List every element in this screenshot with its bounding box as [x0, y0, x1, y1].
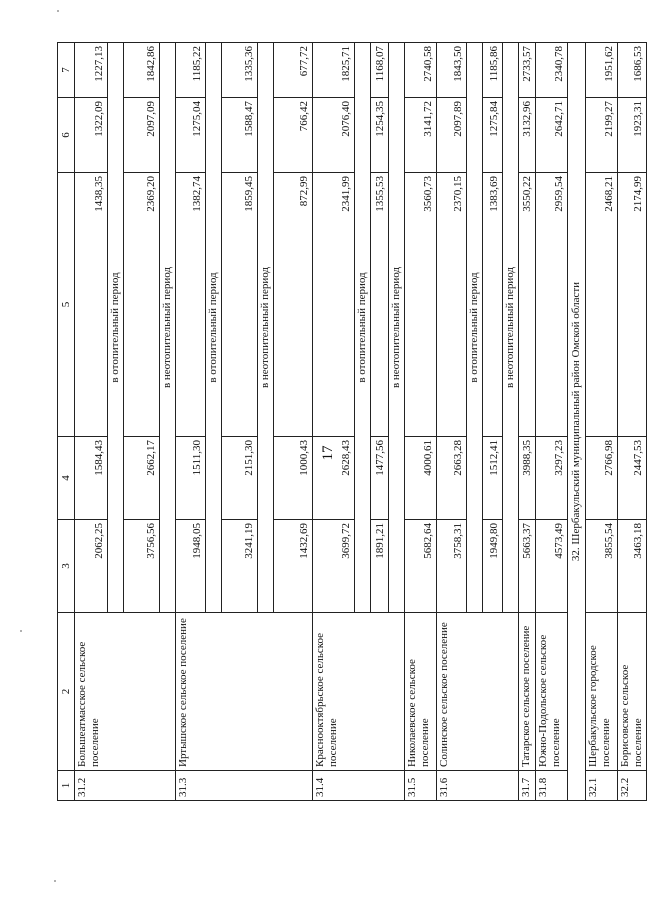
value-col4: 2151,30	[222, 437, 258, 520]
value-col4: 1584,43	[75, 437, 108, 520]
header-cell: 2	[58, 613, 75, 771]
header-cell: 4	[58, 437, 75, 520]
settlement-name: Иртышское сельское поселение	[176, 613, 313, 771]
row-id: 32.1	[586, 771, 618, 801]
value-col6: 1588,47	[222, 98, 258, 173]
value-col5: 2341,99	[313, 173, 355, 437]
rotated-table-container	[57, 43, 644, 801]
row-id: 31.2	[75, 771, 176, 801]
row-id: 31.4	[313, 771, 405, 801]
value-col6: 2097,09	[124, 98, 160, 173]
header-cell: 7	[58, 43, 75, 98]
scan-speck	[54, 880, 56, 882]
value-col5: 3560,73	[405, 173, 437, 437]
value-col5: 2959,54	[536, 173, 568, 437]
value-col5: 3550,22	[519, 173, 536, 437]
value-col7: 1686,53	[618, 43, 647, 98]
table-row	[519, 43, 536, 801]
settlement-name: Николаевское сельское поселение	[405, 613, 437, 771]
value-col3: 3241,19	[222, 520, 258, 613]
header-cell: 3	[58, 520, 75, 613]
value-col3: 3855,54	[586, 520, 618, 613]
value-col3: 1891,21	[371, 520, 389, 613]
row-id: 32.2	[618, 771, 647, 801]
value-col5: 2369,20	[124, 173, 160, 437]
value-col7: 1185,22	[176, 43, 206, 98]
value-col5: 1859,45	[222, 173, 258, 437]
value-col7: 1951,62	[586, 43, 618, 98]
table-body	[58, 43, 647, 801]
row-id: 31.3	[176, 771, 313, 801]
period-label: в отопительный период	[206, 43, 222, 613]
value-col6: 1275,84	[483, 98, 503, 173]
value-col4: 1512,41	[483, 437, 503, 520]
value-col4: 2663,28	[437, 437, 467, 520]
value-col7: 677,72	[274, 43, 313, 98]
value-col4: 1000,43	[274, 437, 313, 520]
value-col6: 1254,35	[371, 98, 389, 173]
row-id: 31.6	[437, 771, 519, 801]
header-cell: 6	[58, 98, 75, 173]
value-col3: 1432,69	[274, 520, 313, 613]
period-label: в отопительный период	[108, 43, 124, 613]
value-col6: 3141,72	[405, 98, 437, 173]
value-col6: 1322,09	[75, 98, 108, 173]
value-col3: 2062,25	[75, 520, 108, 613]
value-col5: 2370,15	[437, 173, 467, 437]
value-col6: 2076,40	[313, 98, 355, 173]
value-col7: 1843,50	[437, 43, 467, 98]
settlement-name: Борисовское сельское поселение	[618, 613, 647, 771]
value-col3: 1949,80	[483, 520, 503, 613]
value-col5: 2468,21	[586, 173, 618, 437]
table-row	[618, 43, 647, 801]
header-cell: 5	[58, 173, 75, 437]
settlement-name: Краснооктябрьское сельское поселение	[313, 613, 405, 771]
value-col7: 1227,13	[75, 43, 108, 98]
value-col7: 2733,57	[519, 43, 536, 98]
value-col6: 2097,89	[437, 98, 467, 173]
value-col3: 1948,05	[176, 520, 206, 613]
table-row	[405, 43, 437, 801]
period-label: в неотопительный период	[258, 43, 274, 613]
tariff-table	[57, 42, 647, 801]
value-col3: 5682,64	[405, 520, 437, 613]
value-col4: 2447,53	[618, 437, 647, 520]
value-col4: 4000,61	[405, 437, 437, 520]
district-row	[568, 43, 586, 801]
table-row	[437, 43, 467, 801]
value-col7: 1335,36	[222, 43, 258, 98]
value-col4: 2766,98	[586, 437, 618, 520]
value-col5: 1438,35	[75, 173, 108, 437]
table-row	[176, 43, 206, 801]
value-col5: 2174,99	[618, 173, 647, 437]
value-col4: 2662,17	[124, 437, 160, 520]
row-id: 31.5	[405, 771, 437, 801]
value-col6: 1275,04	[176, 98, 206, 173]
header-cell: 1	[58, 771, 75, 801]
value-col3: 3463,18	[618, 520, 647, 613]
value-col4: 2628,43	[313, 437, 355, 520]
settlement-name: Солинское сельское поселение	[437, 613, 519, 771]
row-id: 31.8	[536, 771, 568, 801]
period-label: в отопительный период	[355, 43, 371, 613]
table-row	[586, 43, 618, 801]
table-row	[313, 43, 355, 801]
settlement-name: Татарское сельское поселение	[519, 613, 536, 771]
value-col6: 2199,27	[586, 98, 618, 173]
value-col3: 3756,56	[124, 520, 160, 613]
value-col5: 872,99	[274, 173, 313, 437]
value-col3: 3758,31	[437, 520, 467, 613]
scan-speck	[20, 630, 22, 632]
value-col7: 2740,58	[405, 43, 437, 98]
district-heading: 32. Шербакульский муниципальный район Омской области	[568, 43, 586, 801]
table-row	[75, 43, 108, 801]
value-col6: 3132,96	[519, 98, 536, 173]
period-label: в неотопительный период	[160, 43, 176, 613]
value-col3: 3699,72	[313, 520, 355, 613]
value-col7: 1185,86	[483, 43, 503, 98]
value-col6: 2642,71	[536, 98, 568, 173]
value-col6: 766,42	[274, 98, 313, 173]
period-label: в неотопительный период	[389, 43, 405, 613]
period-label: в отопительный период	[467, 43, 483, 613]
value-col5: 1355,53	[371, 173, 389, 437]
value-col4: 1511,30	[176, 437, 206, 520]
page-number: 17	[320, 445, 336, 461]
value-col7: 1168,07	[371, 43, 389, 98]
settlement-name: Шербакульское городское поселение	[586, 613, 618, 771]
value-col7: 1825,71	[313, 43, 355, 98]
value-col4: 1477,56	[371, 437, 389, 520]
settlement-name: Большеатмасское сельское поселение	[75, 613, 176, 771]
value-col6: 1923,31	[618, 98, 647, 173]
value-col3: 4573,49	[536, 520, 568, 613]
value-col5: 1383,69	[483, 173, 503, 437]
settlement-name: Южно-Подольское сельское поселение	[536, 613, 568, 771]
scan-speck	[57, 10, 59, 12]
value-col5: 1382,74	[176, 173, 206, 437]
value-col4: 3297,23	[536, 437, 568, 520]
value-col7: 1842,86	[124, 43, 160, 98]
value-col7: 2340,78	[536, 43, 568, 98]
value-col3: 5663,37	[519, 520, 536, 613]
row-id: 31.7	[519, 771, 536, 801]
table-row	[536, 43, 568, 801]
table-header-row	[58, 43, 75, 801]
period-label: в неотопительный период	[503, 43, 519, 613]
value-col4: 3988,35	[519, 437, 536, 520]
